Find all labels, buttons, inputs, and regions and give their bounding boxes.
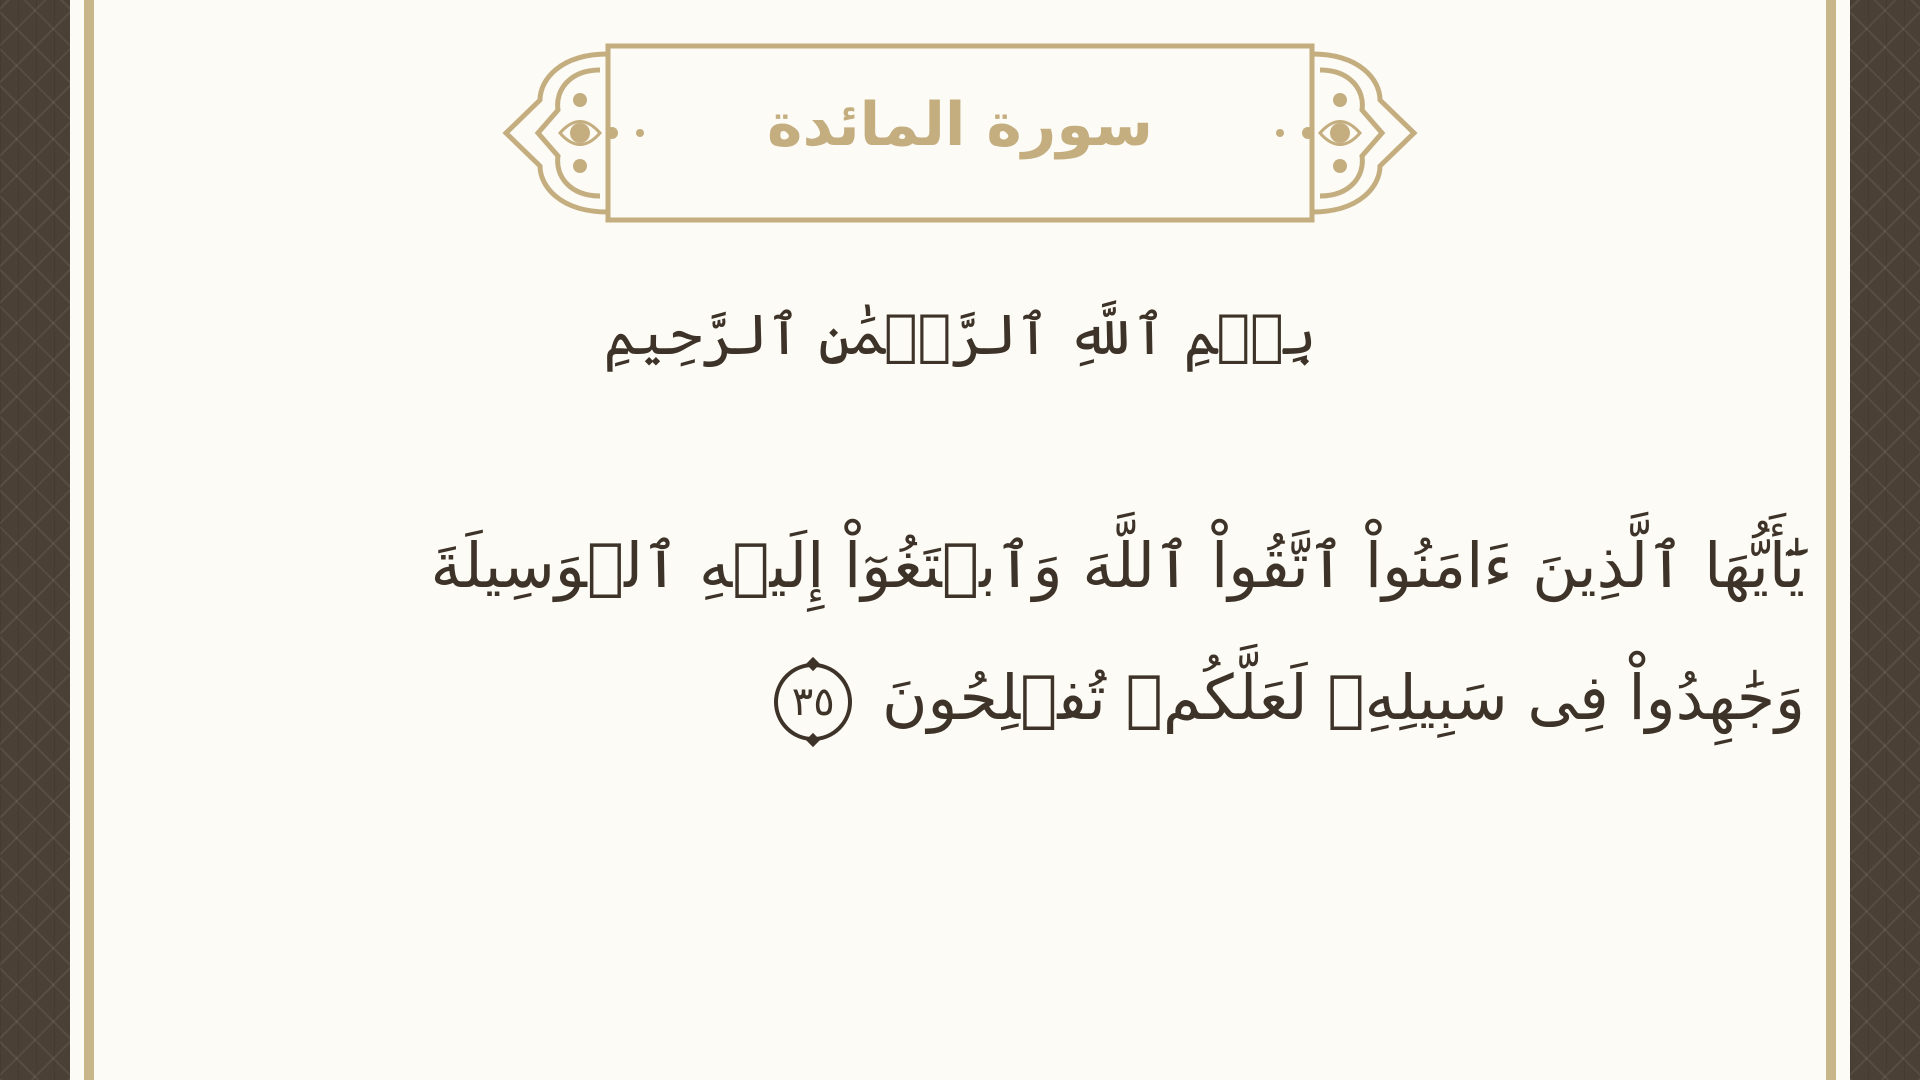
right-gold-rule bbox=[1826, 0, 1836, 1080]
left-pattern-border bbox=[0, 0, 70, 1080]
surah-header-frame bbox=[500, 40, 1420, 230]
basmala-calligraphy: بِسۡمِ ٱللَّهِ ٱلرَّحۡمَٰنِ ٱلرَّحِيمِ bbox=[603, 302, 1317, 368]
ayah-number-marker: ٣٥ bbox=[774, 663, 852, 741]
verse-line-1: يَٰٓأَيُّهَا ٱلَّذِينَ ءَامَنُواْ ٱتَّقُواْ ٱللَّهَ وَٱبۡتَغُوٓاْ إِلَيۡهِ ٱلۡوَسِيلَةَ bbox=[430, 529, 1805, 602]
verse-line-2-text: وَجَٰهِدُواْ فِى سَبِيلِهِۦ لَعَلَّكُمۡ تُفۡلِحُونَ bbox=[881, 661, 1805, 734]
verse-line-2 bbox=[600, 632, 1805, 764]
surah-title: سورة المائدة bbox=[767, 90, 1153, 160]
verse-text bbox=[430, 500, 1805, 764]
left-gold-rule bbox=[84, 0, 94, 1080]
right-pattern-border bbox=[1850, 0, 1920, 1080]
